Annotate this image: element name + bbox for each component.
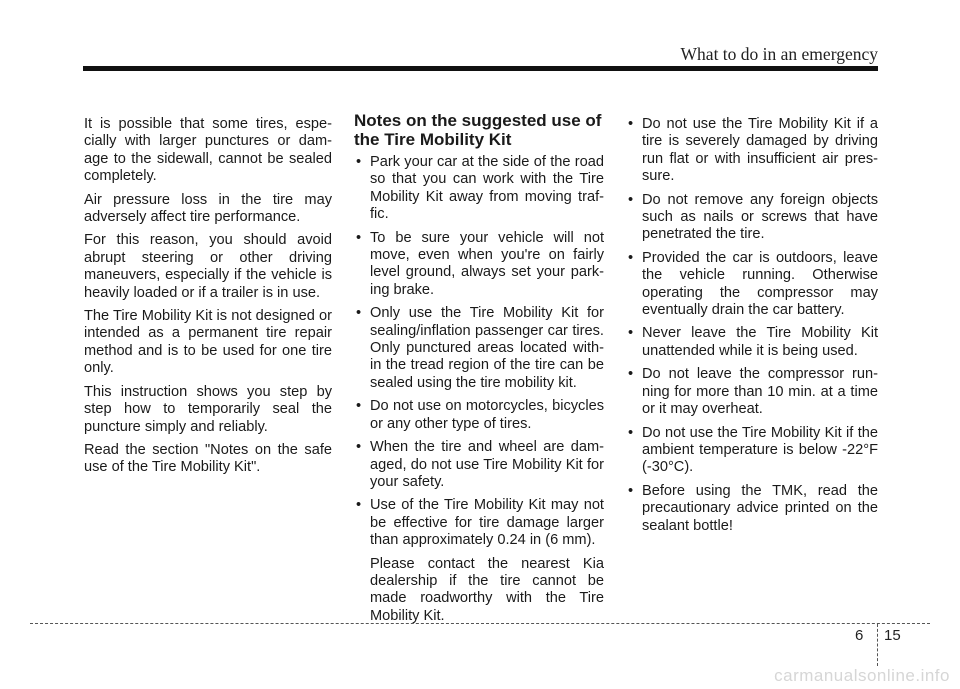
warnings-list <box>626 116 878 535</box>
list-item <box>626 250 878 320</box>
list-item <box>354 439 604 491</box>
notes-list <box>354 154 604 625</box>
header-rule <box>83 66 878 71</box>
bullet-icon: • <box>356 154 362 170</box>
page-number: 15 <box>884 627 901 644</box>
bullet-icon: • <box>628 116 634 132</box>
watermark: carmanualsonline.info <box>774 666 950 685</box>
list-item-text: Do not use on motorcycles, bicycles or any other type of tires. <box>370 398 604 432</box>
notes-heading: Notes on the suggested use of the Tire Mobility Kit <box>354 111 602 149</box>
paragraph: This instruction shows you step by step how to temporarily seal the puncture simply and reliably. <box>84 383 332 435</box>
footer-rule <box>30 623 930 624</box>
list-item-text: Park your car at the side of the road so that you can work with the Tire Mobility Kit away from moving traf-fic. <box>370 154 604 223</box>
bullet-icon: • <box>356 229 362 246</box>
list-item-followup: Please contact the nearest Kia dealership if the tire cannot be made roadworthy with the Tire Mobility Kit. <box>370 555 604 624</box>
bullet-icon: • <box>356 305 362 322</box>
list-item-text: Never leave the Tire Mobility Kit unattended while it is being used. <box>642 325 878 359</box>
list-item <box>354 230 604 300</box>
paragraph: Read the section "Notes on the safe use of the Tire Mobility Kit". <box>84 441 332 476</box>
list-item-text: Use of the Tire Mobility Kit may not be effective for tire damage larger than approximately 0.24 in (6 mm). <box>370 497 604 549</box>
bullet-icon: • <box>628 191 634 208</box>
list-item <box>354 305 604 392</box>
paragraph: It is possible that some tires, espe-cially with larger punctures or dam-age to the sidewall, cannot be sealed completely. <box>84 116 332 185</box>
chapter-number: 6 <box>855 627 864 644</box>
list-item <box>626 425 878 477</box>
list-item <box>626 483 878 535</box>
list-item-text: When the tire and wheel are dam-aged, do not use Tire Mobility Kit for your safety. <box>370 439 604 490</box>
list-item <box>354 398 604 433</box>
list-item-text: To be sure your vehicle will not move, even when you're on fairly level ground, always set your park-ing brake. <box>370 229 604 298</box>
list-item <box>626 192 878 244</box>
bullet-icon: • <box>628 366 634 383</box>
list-item <box>354 154 604 224</box>
list-item-text: Do not leave the compressor run-ning for more than 10 min. at a time or it may overheat. <box>642 366 878 418</box>
column-intro <box>84 116 332 483</box>
bullet-icon: • <box>356 439 362 456</box>
list-item-text: Do not use the Tire Mobility Kit if the ambient temperature is below -22°F (-30°C). <box>642 424 878 476</box>
page-number-divider <box>877 624 878 666</box>
column-warnings <box>626 116 878 541</box>
list-item <box>354 497 604 625</box>
paragraph: The Tire Mobility Kit is not designed or intended as a permanent tire repair method and is to be used for one tire only. <box>84 308 332 377</box>
paragraph: For this reason, you should avoid abrupt steering or other driving maneuvers, especially if the vehicle is heavily loaded or if a trailer is in use. <box>84 232 332 301</box>
bullet-icon: • <box>356 497 362 514</box>
list-item-text: Only use the Tire Mobility Kit for sealing/inflation passenger car tires. Only punctured areas located with-in the tread region of the tire can be sealed using the tire mobility kit. <box>370 305 604 391</box>
bullet-icon: • <box>628 325 634 342</box>
column-notes <box>354 111 604 631</box>
bullet-icon: • <box>628 249 634 266</box>
list-item-text: Before using the TMK, read the precautionary advice printed on the sealant bottle! <box>642 482 878 534</box>
list-item <box>626 116 878 186</box>
bullet-icon: • <box>628 482 634 499</box>
list-item <box>626 366 878 418</box>
list-item-text: Provided the car is outdoors, leave the vehicle running. Otherwise operating the compressor may eventually drain the car battery. <box>642 249 878 319</box>
list-item-text: Do not use the Tire Mobility Kit if a tire is severely damaged by driving run flat or with insufficient air pres-sure. <box>642 116 878 185</box>
section-title: What to do in an emergency <box>680 44 878 64</box>
paragraph: Air pressure loss in the tire may adversely affect tire performance. <box>84 191 332 226</box>
list-item-text: Do not remove any foreign objects such as nails or screws that have penetrated the tire. <box>642 191 878 243</box>
list-item <box>626 325 878 360</box>
bullet-icon: • <box>628 424 634 441</box>
bullet-icon: • <box>356 398 362 415</box>
